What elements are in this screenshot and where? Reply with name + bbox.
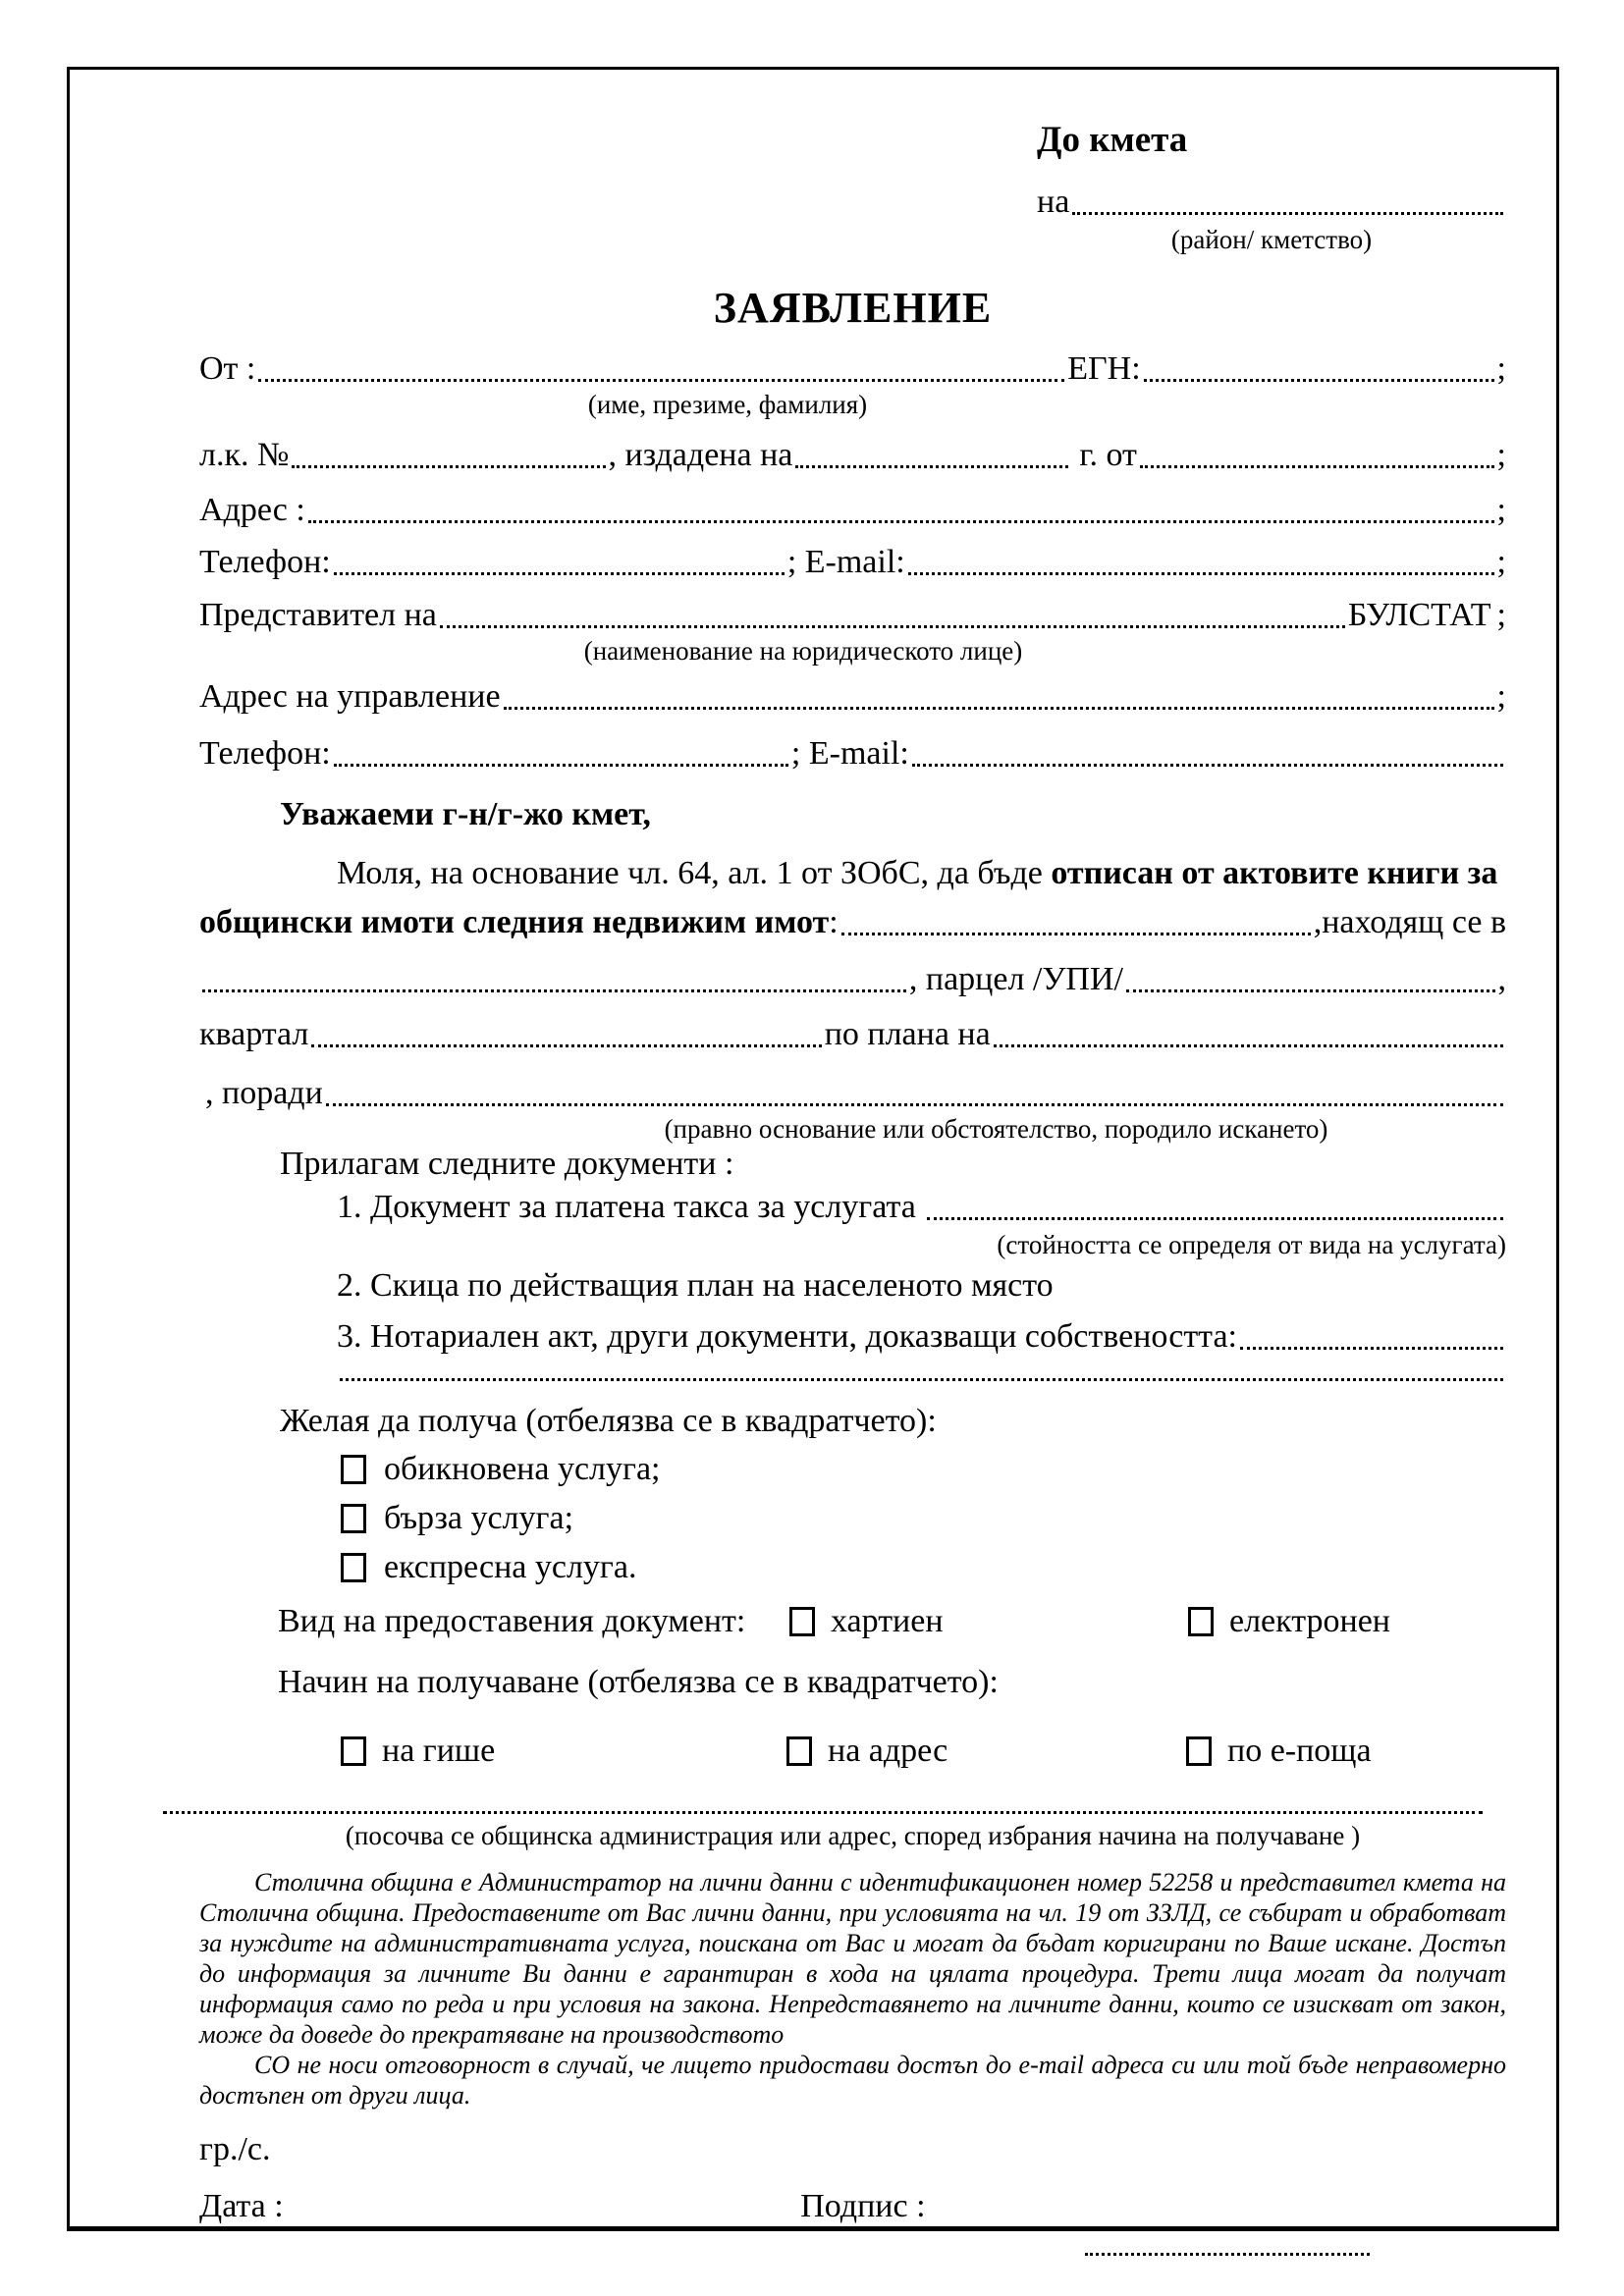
legal-grounds-caption: (правно основание или обстоятелство, породило искането) <box>664 1114 1328 1144</box>
reason-field[interactable] <box>326 1103 1503 1106</box>
id-card-row <box>199 436 1506 475</box>
delivery-desk-label: на гише <box>382 1733 496 1769</box>
request-line1-bold: отписан от актовите книги за <box>1051 855 1498 891</box>
egn-semicolon: ; <box>1496 350 1506 387</box>
form-title: ЗАЯВЛЕНИЕ <box>713 284 993 332</box>
request-line-4 <box>199 1015 1506 1054</box>
management-address-field[interactable] <box>504 707 1494 710</box>
attachment-3-label: 3. Нотариален акт, други документи, доказващи собствеността: <box>337 1318 1237 1355</box>
checkbox-paper-document[interactable] <box>789 1607 815 1636</box>
delivery-method-row <box>199 1728 1506 1775</box>
request-line2-colon: : <box>829 904 839 940</box>
fee-caption: (стойността се определя от вида на услугата) <box>997 1230 1506 1259</box>
signature-field[interactable] <box>1085 2246 1370 2256</box>
date-label: Дата : <box>199 2188 293 2224</box>
applicant-row <box>199 349 1506 389</box>
attachment-3-field[interactable] <box>1240 1347 1503 1350</box>
fast-service-label: бърза услуга; <box>384 1500 574 1536</box>
request-line-3 <box>199 960 1506 999</box>
service-type-heading <box>280 1402 1506 1441</box>
id-card-issued-label: , издадена на <box>608 437 793 473</box>
delivery-desk-group <box>341 1728 495 1775</box>
phone-email-row-2 <box>199 734 1506 774</box>
management-address-row <box>199 677 1506 717</box>
document-type-paper-group <box>789 1598 944 1645</box>
phone-email-row-1 <box>199 543 1506 582</box>
signature-label: Подпис : <box>800 2188 926 2224</box>
attachment-3-continuation-field[interactable] <box>340 1378 1503 1381</box>
address-field[interactable] <box>308 520 1494 523</box>
email-field[interactable] <box>908 572 1494 575</box>
egn-field[interactable] <box>1144 379 1494 382</box>
attachment-1-label: 1. Документ за платена такса за услугата <box>337 1189 925 1225</box>
property-location-field[interactable] <box>202 989 906 992</box>
service-option-row-fast <box>341 1498 1506 1539</box>
privacy-paragraph-2: СО не носи отговорност в случай, че лицето придостави достъп до e-mail адреса си или той бъде неправомерно достъпен от други лица. <box>199 2051 1506 2109</box>
applicant-name-caption: (име, презиме, фамилия) <box>587 390 868 419</box>
checkbox-delivery-email[interactable] <box>1186 1736 1212 1766</box>
express-service-label: експресна услуга. <box>384 1549 637 1585</box>
request-line2-bold: общински имоти следния недвижим имот <box>199 904 830 940</box>
addressee-municipality-row <box>1037 183 1506 222</box>
company-name-field[interactable] <box>440 625 1345 628</box>
checkbox-express-service[interactable] <box>341 1553 366 1582</box>
id-card-number-field[interactable] <box>292 465 605 468</box>
checkbox-delivery-address[interactable] <box>786 1736 812 1766</box>
plan-field[interactable] <box>994 1044 1503 1047</box>
egn-label: ЕГН: <box>1067 350 1141 387</box>
phone2-label: Телефон: <box>199 735 331 772</box>
email2-label: ; E-mail: <box>790 735 909 772</box>
phone-field[interactable] <box>334 572 785 575</box>
quarter-label: квартал <box>199 1016 309 1052</box>
management-address-label: Адрес на управление <box>199 678 501 715</box>
plan-label: по плана на <box>824 1016 991 1052</box>
service-type-heading-text: Желая да получа (отбелязва се в квадратчето): <box>280 1403 937 1439</box>
applicant-name-field[interactable] <box>258 379 1064 382</box>
parcel-label: , парцел /УПИ/ <box>908 961 1123 997</box>
attachment-2-label: 2. Скица по действащия план на населеното място <box>337 1267 1054 1304</box>
checkbox-delivery-desk[interactable] <box>341 1736 366 1766</box>
addressee-title: До кмета <box>1037 120 1188 160</box>
request-line-2 <box>199 903 1506 942</box>
paper-document-label: хартиен <box>831 1603 944 1639</box>
salutation: Уважаеми г-н/г-жо кмет, <box>280 796 651 832</box>
checkbox-electronic-document[interactable] <box>1188 1607 1214 1636</box>
representative-row <box>199 596 1506 635</box>
request-line2-tail: ,находящ се в <box>1313 904 1506 940</box>
id-card-date-field[interactable] <box>795 465 1067 468</box>
management-address-semicolon: ; <box>1496 678 1506 715</box>
phone2-field[interactable] <box>334 764 788 767</box>
parcel-comma: , <box>1497 961 1506 997</box>
attachment-item-3 <box>337 1317 1506 1357</box>
addressee-block <box>1037 118 1506 255</box>
delivery-caption: (посочва се общинска администрация или адрес, според избрания начина на получаване ) <box>345 1821 1361 1850</box>
representative-label: Представител на <box>199 597 437 633</box>
privacy-disclaimer <box>199 1867 1506 2110</box>
address-label: Адрес : <box>199 492 305 528</box>
delivery-address-group <box>786 1728 947 1775</box>
address-row <box>199 491 1506 530</box>
city-row <box>199 2130 1506 2169</box>
delivery-address-field[interactable] <box>163 1806 1483 1814</box>
request-line1-regular: Моля, на основание чл. 64, ал. 1 от ЗОбС, да бъде <box>337 855 1052 891</box>
id-card-authority-field[interactable] <box>1140 465 1494 468</box>
attachment-1-field[interactable] <box>927 1217 1503 1220</box>
electronic-document-label: електронен <box>1229 1603 1390 1639</box>
phone-label: Телефон: <box>199 544 331 580</box>
region-caption: (район/ кметство) <box>1170 225 1373 254</box>
delivery-method-heading <box>278 1663 1506 1702</box>
from-label: От : <box>199 350 256 387</box>
attachments-heading <box>280 1145 1506 1184</box>
attachment-3-continuation-row <box>337 1376 1506 1388</box>
address-semicolon: ; <box>1496 492 1506 528</box>
bulstat-label: БУЛСТАТ <box>1347 597 1491 633</box>
privacy-paragraph-1: Столична община е Администратор на лични данни с идентификационен номер 52258 и представител кмета на Столична община. Предоставените от Вас лични данни, при условията на чл. 19 от ЗЗЛД, се събират и обработват за нуждите на административната услуга, поискана от Вас и могат да бъдат коригирани по Ваше искане. Достъп до информация за личните Ви данни е гарантиран в хода на цялата процедура. Трети лица могат да получат информация само по реда и при условия на закона. Непредставянето на личните данни, които се изискват от закон, може да доведе до прекратяване на производството <box>199 1868 1506 2049</box>
attachments-heading-text: Прилагам следните документи : <box>280 1146 734 1182</box>
document-type-label-group <box>278 1598 745 1645</box>
legal-entity-caption: (наименование на юридическото лице) <box>583 636 1023 666</box>
municipality-field[interactable] <box>1072 212 1503 215</box>
delivery-address-label: на адрес <box>828 1733 948 1769</box>
service-option-row-express <box>341 1547 1506 1588</box>
document-type-label: Вид на предоставения документ: <box>278 1603 746 1639</box>
property-description-field[interactable] <box>841 933 1311 935</box>
id-card-from-label: г. от <box>1070 437 1137 473</box>
city-label: гр./с. <box>199 2131 279 2167</box>
parcel-field[interactable] <box>1126 989 1495 992</box>
reason-label: , поради <box>205 1075 323 1111</box>
ordinary-service-label: обикновена услуга; <box>384 1451 661 1487</box>
request-line-1 <box>199 854 1506 893</box>
checkbox-fast-service[interactable] <box>341 1504 366 1533</box>
document-type-row <box>199 1598 1506 1645</box>
document-type-electronic-group <box>1188 1598 1390 1645</box>
email2-field[interactable] <box>912 764 1503 767</box>
quarter-field[interactable] <box>311 1044 821 1047</box>
id-card-label: л.к. № <box>199 437 290 473</box>
id-card-semicolon: ; <box>1496 437 1506 473</box>
checkbox-ordinary-service[interactable] <box>341 1455 366 1484</box>
representative-semicolon: ; <box>1496 597 1506 633</box>
delivery-email-label: по е-поща <box>1227 1733 1372 1769</box>
attachment-item-2 <box>337 1266 1506 1306</box>
delivery-email-group <box>1186 1728 1372 1775</box>
attachment-item-1 <box>337 1188 1506 1227</box>
request-line-5 <box>199 1074 1506 1113</box>
delivery-method-heading-text: Начин на получаване (отбелязва се в квадратчето): <box>278 1664 999 1700</box>
service-option-row-ordinary <box>341 1449 1506 1490</box>
email-label: ; E-mail: <box>786 544 905 580</box>
form-border-frame <box>67 67 1559 2231</box>
addressee-na-label: на <box>1037 184 1070 220</box>
phone-row-semicolon: ; <box>1496 544 1506 580</box>
date-signature-row <box>199 2187 1506 2226</box>
